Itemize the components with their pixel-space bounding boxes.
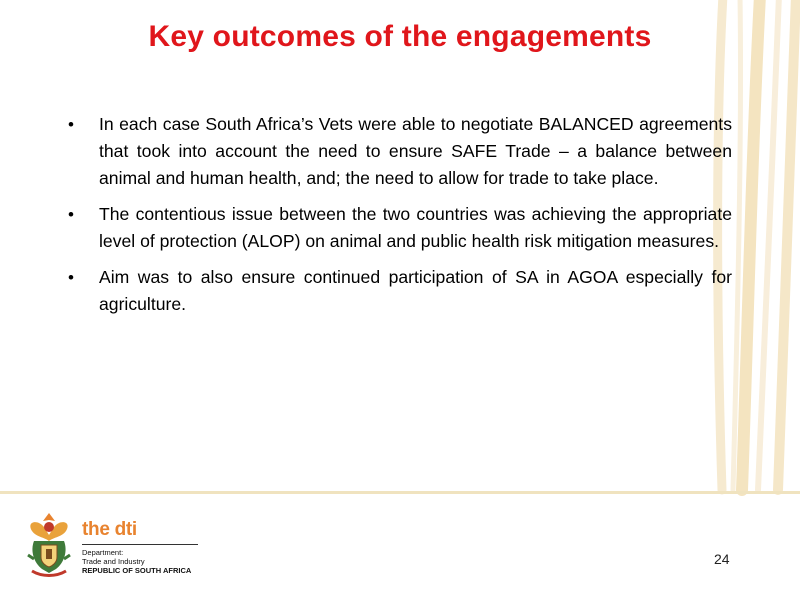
- slide-title: Key outcomes of the engagements: [148, 20, 652, 53]
- bullet-marker: •: [68, 268, 74, 287]
- bullet-text: Aim was to also ensure continued participation of SA in AGOA especially for agriculture.: [99, 267, 732, 314]
- bullet-text: In each case South Africa’s Vets were able to negotiate BALANCED agreements that took into account the need to ensure SAFE Trade – a balance between animal and human health, and; the need to allow for trade to take place.: [99, 114, 732, 188]
- bullet-item: [68, 201, 732, 255]
- department-label: Department:: [82, 548, 124, 557]
- bullet-item: [68, 264, 732, 318]
- bullet-list: [68, 111, 732, 327]
- footer-divider: [0, 491, 800, 494]
- brand-rule: [82, 544, 198, 545]
- department-name: Trade and Industry: [82, 557, 145, 566]
- brand-name: the dti: [82, 519, 137, 540]
- bullet-marker: •: [68, 205, 74, 224]
- bullet-marker: •: [68, 115, 74, 134]
- bullet-text: The contentious issue between the two countries was achieving the appropriate level of protection (ALOP) on animal and public health risk mitigation measures.: [99, 204, 732, 251]
- dti-logo: [82, 519, 198, 576]
- coat-of-arms-icon: [24, 511, 74, 579]
- page-number: 24: [714, 551, 730, 567]
- bullet-item: [68, 111, 732, 192]
- country-name: REPUBLIC OF SOUTH AFRICA: [82, 566, 192, 575]
